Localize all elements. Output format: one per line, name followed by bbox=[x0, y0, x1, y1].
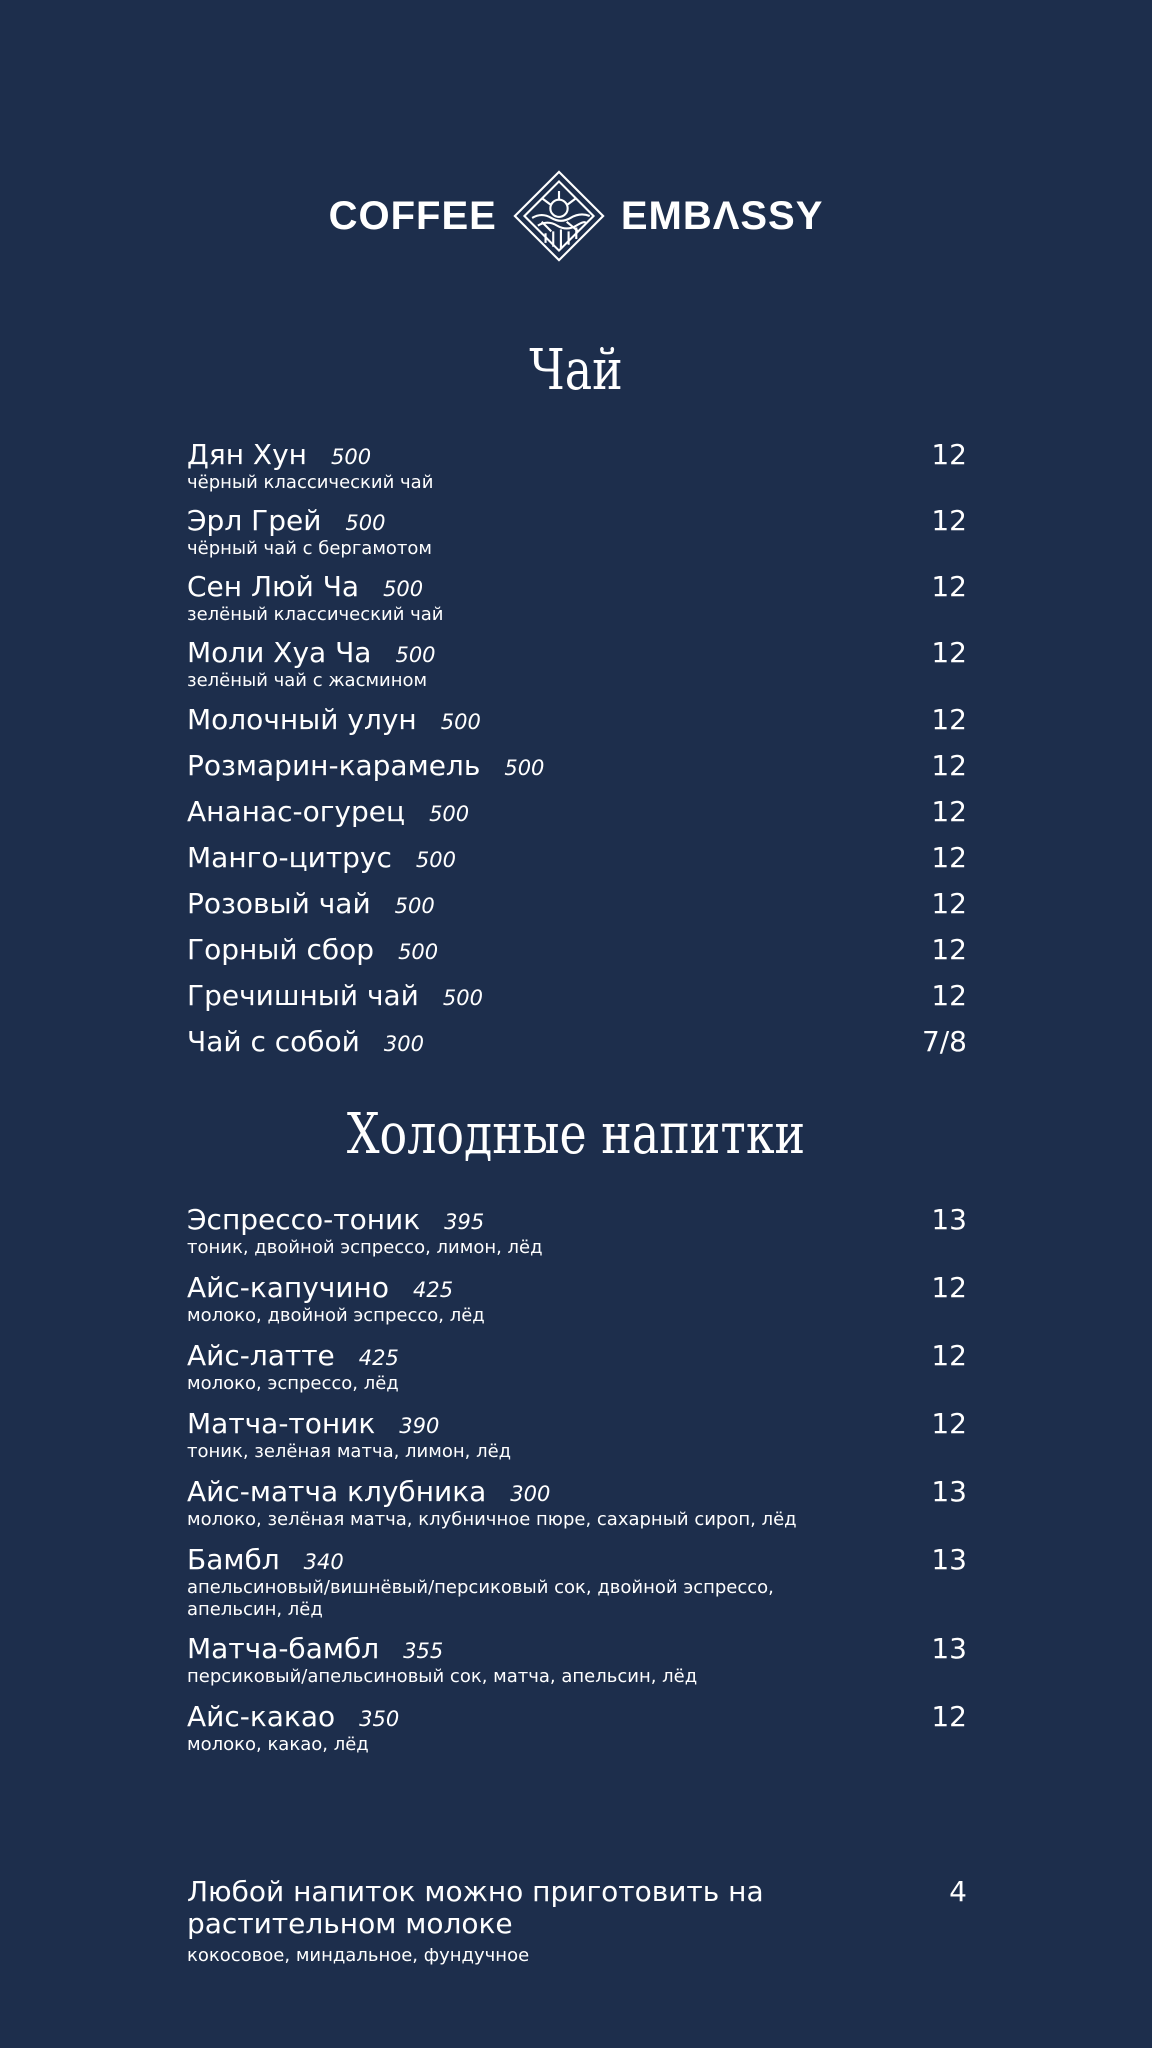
note-title: Любой напиток можно приготовить на растительном молоке bbox=[187, 1875, 764, 1940]
item-price: 12 bbox=[931, 703, 967, 736]
item-description: персиковый/апельсиновый сок, матча, апельсин, лёд bbox=[187, 1666, 698, 1687]
item-volume: 500 bbox=[398, 940, 439, 964]
item-volume: 500 bbox=[415, 848, 456, 872]
item-description: молоко, какао, лёд bbox=[187, 1734, 369, 1755]
item-volume: 350 bbox=[359, 1707, 400, 1731]
menu-item bbox=[187, 749, 967, 789]
brand-word-left: COFFEE bbox=[328, 193, 497, 238]
item-description: апельсиновый/вишнёвый/персиковый сок, двойной эспрессо, апельсин, лёд bbox=[187, 1577, 774, 1620]
item-name: Матча-тоник bbox=[187, 1407, 376, 1440]
item-name: Розовый чай bbox=[187, 887, 371, 920]
item-name: Дян Хун bbox=[187, 438, 307, 471]
item-description: чёрный классический чай bbox=[187, 472, 434, 493]
menu-item bbox=[187, 887, 967, 927]
item-price: 12 bbox=[931, 749, 967, 782]
item-volume: 500 bbox=[504, 756, 545, 780]
item-volume: 390 bbox=[399, 1414, 440, 1438]
item-price: 13 bbox=[931, 1543, 967, 1576]
item-volume: 500 bbox=[383, 577, 424, 601]
item-description: зелёный классический чай bbox=[187, 604, 444, 625]
section-title-tea: Чай bbox=[529, 338, 623, 403]
menu-item bbox=[187, 1271, 967, 1326]
menu-item bbox=[187, 1543, 967, 1620]
item-volume: 425 bbox=[412, 1278, 454, 1302]
item-description: молоко, эспрессо, лёд bbox=[187, 1373, 399, 1394]
brand-word-right: EMBΛSSY bbox=[620, 193, 824, 238]
item-price: 12 bbox=[931, 438, 967, 471]
item-name: Молочный улун bbox=[187, 703, 417, 736]
item-price: 12 bbox=[931, 1339, 967, 1372]
item-volume: 500 bbox=[345, 511, 386, 535]
item-volume: 500 bbox=[442, 986, 483, 1010]
diamond-logo-icon bbox=[511, 168, 607, 264]
item-price: 12 bbox=[931, 570, 967, 603]
menu-item bbox=[187, 795, 967, 835]
menu-item bbox=[187, 933, 967, 973]
item-price: 12 bbox=[931, 636, 967, 669]
item-volume: 500 bbox=[429, 802, 470, 826]
item-price: 12 bbox=[931, 1700, 967, 1733]
item-name: Айс-капучино bbox=[187, 1271, 389, 1304]
menu-item bbox=[187, 1407, 967, 1462]
item-volume: 500 bbox=[440, 710, 481, 734]
item-name: Айс-латте bbox=[187, 1339, 335, 1372]
item-name: Бамбл bbox=[187, 1543, 280, 1576]
item-name: Матча-бамбл bbox=[187, 1632, 380, 1665]
menu-item bbox=[187, 703, 967, 743]
menu-item bbox=[187, 636, 967, 691]
item-volume: 500 bbox=[394, 894, 435, 918]
menu-item bbox=[187, 438, 967, 493]
item-description: тоник, двойной эспрессо, лимон, лёд bbox=[187, 1237, 543, 1258]
item-name: Айс-матча клубника bbox=[187, 1475, 487, 1508]
item-price: 12 bbox=[931, 1271, 967, 1304]
menu-item bbox=[187, 1339, 967, 1394]
item-price: 12 bbox=[931, 933, 967, 966]
menu-item bbox=[187, 1632, 967, 1687]
item-price: 12 bbox=[931, 887, 967, 920]
plant-milk-note bbox=[187, 1876, 967, 1968]
item-name: Айс-какао bbox=[187, 1700, 336, 1733]
item-price: 12 bbox=[931, 795, 967, 828]
menu-item bbox=[187, 1475, 967, 1530]
item-description: молоко, двойной эспрессо, лёд bbox=[187, 1305, 485, 1326]
item-name: Гречишный чай bbox=[187, 979, 419, 1012]
item-volume: 500 bbox=[330, 445, 372, 469]
note-price: 4 bbox=[949, 1875, 967, 1908]
menu-item bbox=[187, 979, 967, 1019]
item-name: Ананас-огурец bbox=[187, 795, 406, 828]
item-volume: 340 bbox=[303, 1550, 344, 1574]
item-price: 12 bbox=[931, 1407, 967, 1440]
item-name: Сен Люй Ча bbox=[187, 570, 360, 603]
menu-item bbox=[187, 1203, 967, 1258]
item-name: Манго-цитрус bbox=[187, 841, 392, 874]
item-volume: 300 bbox=[383, 1032, 424, 1056]
item-name: Чай с собой bbox=[187, 1025, 360, 1058]
item-name: Моли Хуа Ча bbox=[187, 636, 372, 669]
menu-item bbox=[187, 1700, 967, 1755]
item-description: тоник, зелёная матча, лимон, лёд bbox=[187, 1441, 512, 1462]
item-price: 13 bbox=[931, 1203, 967, 1236]
item-price: 7/8 bbox=[921, 1025, 967, 1058]
item-price: 12 bbox=[931, 979, 967, 1012]
note-description: кокосовое, миндальное, фундучное bbox=[187, 1945, 530, 1966]
item-name: Эрл Грей bbox=[187, 504, 322, 537]
menu-item bbox=[187, 570, 967, 625]
item-price: 12 bbox=[931, 504, 967, 537]
item-price: 12 bbox=[931, 841, 967, 874]
item-price: 13 bbox=[931, 1475, 967, 1508]
item-description: чёрный чай с бергамотом bbox=[187, 538, 432, 559]
menu-item bbox=[187, 841, 967, 881]
item-price: 13 bbox=[931, 1632, 967, 1665]
menu-item bbox=[187, 504, 967, 559]
item-volume: 425 bbox=[358, 1346, 399, 1370]
item-name: Розмарин-карамель bbox=[187, 749, 481, 782]
section-title-cold-drinks: Холодные напитки bbox=[346, 1102, 806, 1167]
item-volume: 355 bbox=[403, 1639, 444, 1663]
item-volume: 395 bbox=[444, 1210, 485, 1234]
item-volume: 300 bbox=[510, 1482, 551, 1506]
item-name: Эспрессо-тоник bbox=[187, 1203, 421, 1236]
item-description: зелёный чай с жасмином bbox=[187, 670, 428, 691]
item-name: Горный сбор bbox=[187, 933, 375, 966]
item-volume: 500 bbox=[395, 643, 436, 667]
menu-item bbox=[187, 1025, 967, 1065]
item-description: молоко, зелёная матча, клубничное пюре, сахарный сироп, лёд bbox=[187, 1509, 797, 1530]
brand-header bbox=[0, 168, 1152, 264]
